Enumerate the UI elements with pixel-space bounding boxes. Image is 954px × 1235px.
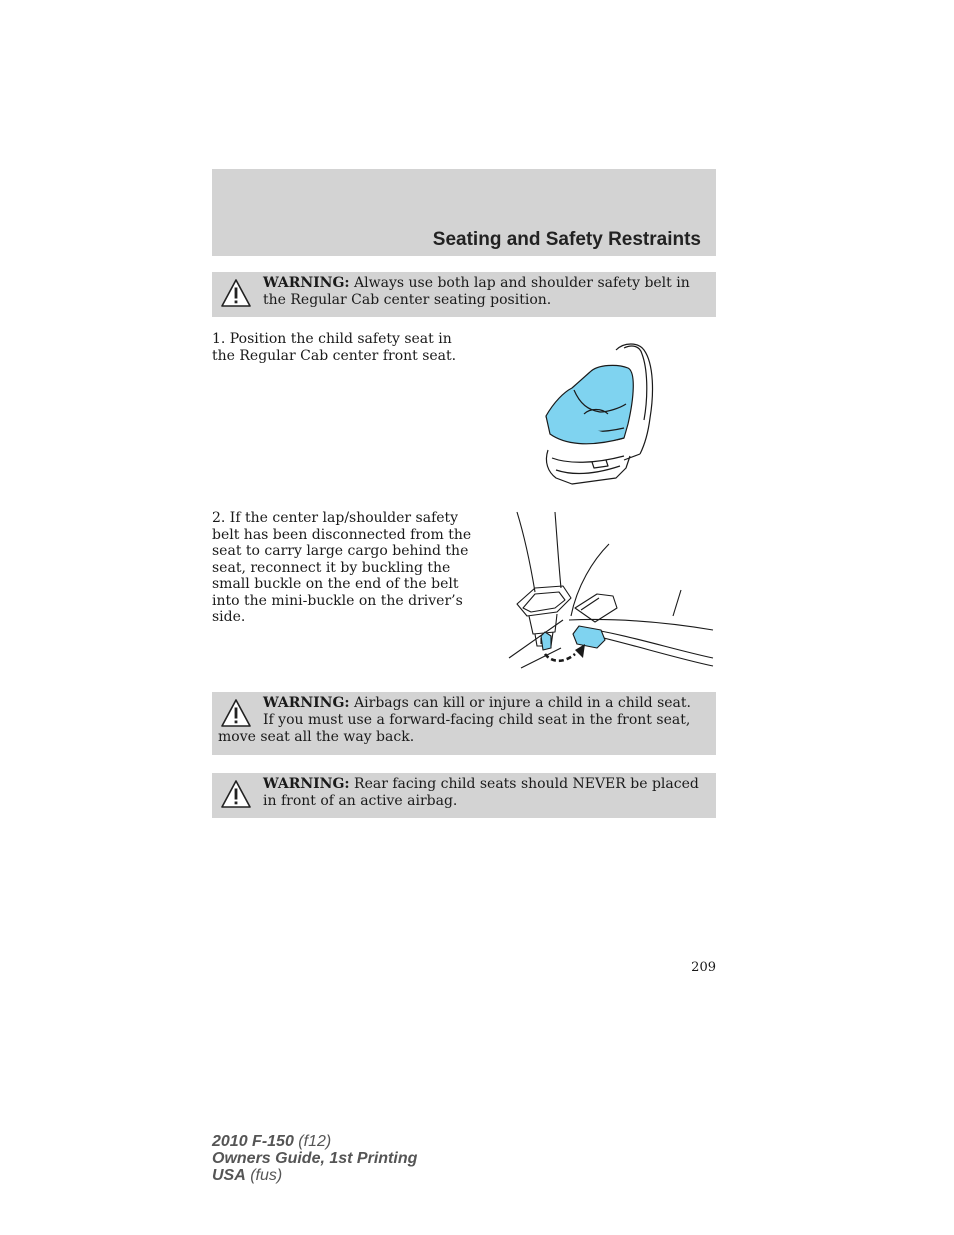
warning-box-lap-shoulder-belt	[212, 272, 716, 317]
warning-text: Always use both lap and shoulder safety belt in the Regular Cab center seating position.	[263, 275, 690, 308]
child-seat-on-vehicle-seat-illustration	[528, 338, 668, 488]
warning-triangle-icon	[220, 698, 252, 728]
footer-line-model: 2010 F-150 (f12)	[212, 1133, 332, 1150]
warning-triangle-icon	[220, 779, 252, 809]
warning-box-airbag-child-seat	[212, 692, 716, 755]
warning-text: Airbags can kill or injure a child in a child seat. If you must use a forward-facing child seat in the front seat, move seat all the way back.	[218, 695, 691, 745]
section-title: Seating and Safety Restraints	[432, 229, 701, 250]
warning-label: WARNING:	[263, 695, 350, 711]
warning-label: WARNING:	[263, 776, 350, 792]
document-footer	[212, 1133, 417, 1184]
page-number: 209	[691, 960, 716, 975]
section-header-band	[212, 169, 716, 256]
footer-line-market: USA (fus)	[212, 1167, 283, 1184]
warning-triangle-icon	[220, 278, 252, 308]
warning-box-rear-facing-seats	[212, 773, 716, 818]
footer-line-guide: Owners Guide, 1st Printing	[212, 1150, 418, 1167]
warning-text: Rear facing child seats should NEVER be placed in front of an active airbag.	[263, 776, 699, 809]
instruction-step-1: 1. Position the child safety seat in the Regular Cab center front seat.	[212, 331, 457, 364]
belt-buckle-connection-illustration	[505, 508, 717, 670]
warning-label: WARNING:	[263, 275, 350, 291]
instruction-step-2: 2. If the center lap/shoulder safety belt has been disconnected from the seat to carry large cargo behind the seat, reconnect it by buckling the small buckle on the end of the belt into the mini-buckle on the driver’s side.	[212, 510, 472, 625]
